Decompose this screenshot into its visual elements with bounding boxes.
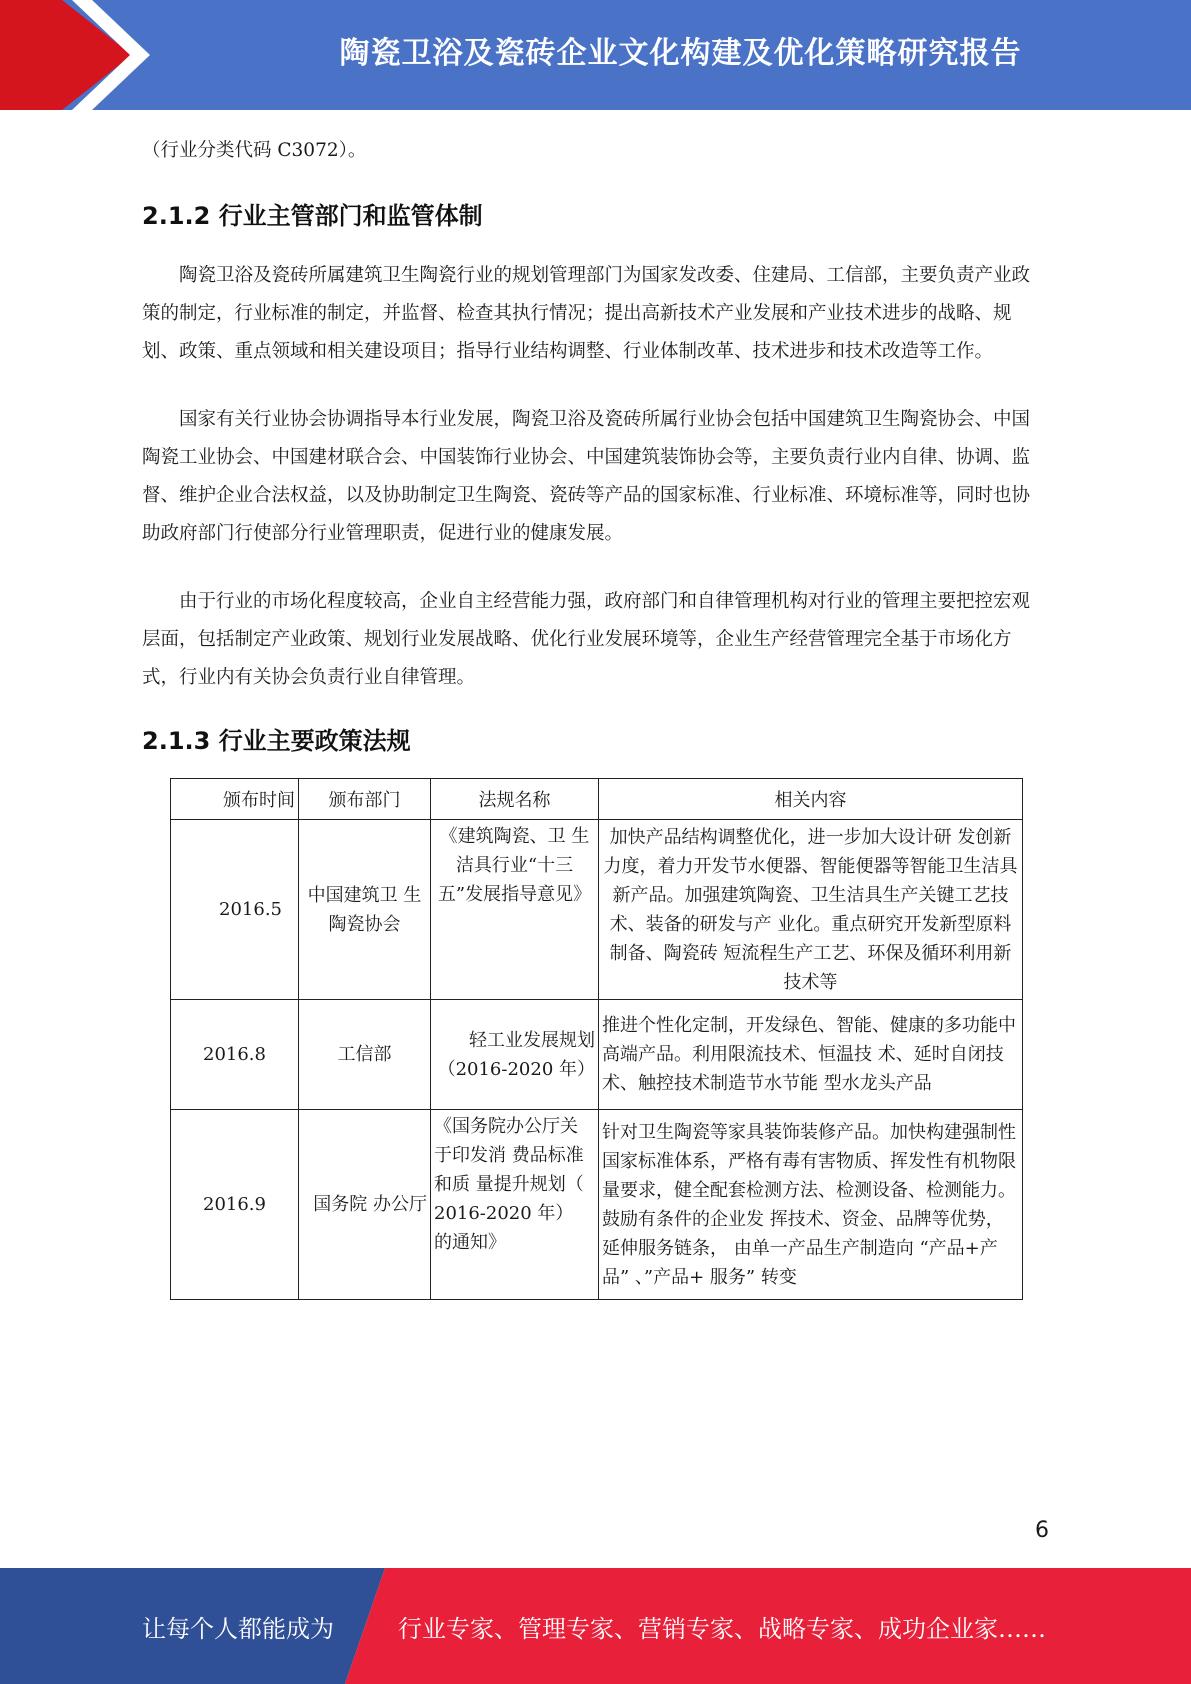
- cell-date: 2016.9: [171, 1110, 299, 1300]
- col-header-law: 法规名称: [431, 779, 599, 820]
- footer-slogan-right: 行业专家、管理专家、营销专家、战略专家、成功企业家……: [398, 1614, 1046, 1643]
- table-row: [171, 1110, 1023, 1300]
- col-header-dept: 颁布部门: [299, 779, 431, 820]
- cell-dept: 中国建筑卫 生陶瓷协会: [299, 820, 431, 1000]
- paragraph: 陶瓷卫浴及瓷砖所属建筑卫生陶瓷行业的规划管理部门为国家发改委、住建局、工信部，主要负责产业政策的制定，行业标准的制定，并监督、检查其执行情况；提出高新技术产业发展和产业技术进步的战略、规划、政策、重点领域和相关建设项目；指导行业结构调整、行业体制改革、技术进步和技术改造等工作。: [142, 265, 1031, 362]
- cell-dept: 国务院 办公厅: [299, 1110, 431, 1300]
- section-213-heading: 2.1.3 行业主要政策法规: [142, 727, 411, 755]
- page-number: 6: [1035, 1518, 1049, 1543]
- table-row: [171, 820, 1023, 1000]
- cell-dept: 工信部: [299, 1000, 431, 1110]
- col-header-content: 相关内容: [599, 779, 1023, 820]
- col-header-date: 颁布时间: [171, 779, 299, 820]
- cell-law: 《建筑陶瓷、卫 生洁具行业“十三五”发展指导意见》: [431, 820, 599, 1000]
- cell-date: 2016.8: [171, 1000, 299, 1110]
- paragraph: 国家有关行业协会协调指导本行业发展，陶瓷卫浴及瓷砖所属行业协会包括中国建筑卫生陶瓷协会、中国陶瓷工业协会、中国建材联合会、中国装饰行业协会、中国建筑装饰协会等，主要负责行业内自律、协调、监督、维护企业合法权益，以及协助制定卫生陶瓷、瓷砖等产品的国家标准、行业标准、环境标准等，同时也协助政府部门行使部分行业管理职责，促进行业的健康发展。: [142, 409, 1031, 544]
- cell-date: 2016.5: [171, 820, 299, 1000]
- table-row: [171, 1000, 1023, 1110]
- policy-table: [170, 778, 1023, 1300]
- report-title: 陶瓷卫浴及瓷砖企业文化构建及优化策略研究报告: [339, 36, 1022, 71]
- table-header-row: [171, 779, 1023, 820]
- page-footer: [0, 1568, 1191, 1684]
- cell-content: 推进个性化定制，开发绿色、智能、健康的多功能中高端产品。利用限流技术、恒温技 术、延时自闭技术、触控技术制造节水节能 型水龙头产品: [599, 1000, 1023, 1110]
- paragraph: 由于行业的市场化程度较高，企业自主经营能力强，政府部门和自律管理机构对行业的管理主要把控宏观层面，包括制定产业政策、规划行业发展战略、优化行业发展环境等，企业生产经营管理完全基于市场化方式，行业内有关协会负责行业自律管理。: [142, 591, 1031, 688]
- page-content: [142, 132, 1046, 1300]
- cell-law: 轻工业发展规划（2016-2020 年）: [431, 1000, 599, 1110]
- intro-line: （行业分类代码 C3072）。: [142, 140, 367, 161]
- cell-content: 针对卫生陶瓷等家具装饰装修产品。加快构建强制性国家标准体系，严格有毒有害物质、挥发性有机物限量要求，健全配套检测方法、检测设备、检测能力。鼓励有条件的企业发 挥技术、资金、品牌等优势，延伸服务链条， 由单一产品生产制造向 “产品+产品” 、”产品+ 服务” 转变: [599, 1110, 1023, 1300]
- cell-content: 加快产品结构调整优化，进一步加大设计研 发创新力度，着力开发节水便器、智能便器等智能卫生洁具新产品。加强建筑陶瓷、卫生洁具生产关键工艺技术、装备的研发与产 业化。重点研究开发新型原料制备、陶瓷砖 短流程生产工艺、环保及循环利用新技术等: [599, 820, 1023, 1000]
- section-212-body: [142, 257, 1046, 697]
- section-212-heading: 2.1.2 行业主管部门和监管体制: [142, 202, 483, 230]
- footer-slogan-left: 让每个人都能成为: [142, 1614, 334, 1643]
- cell-law: 《国务院办公厅关于印发消 费品标准和质 量提升规划（ 2016-2020 年） 的通知》: [431, 1110, 599, 1300]
- page-header: [0, 0, 1191, 110]
